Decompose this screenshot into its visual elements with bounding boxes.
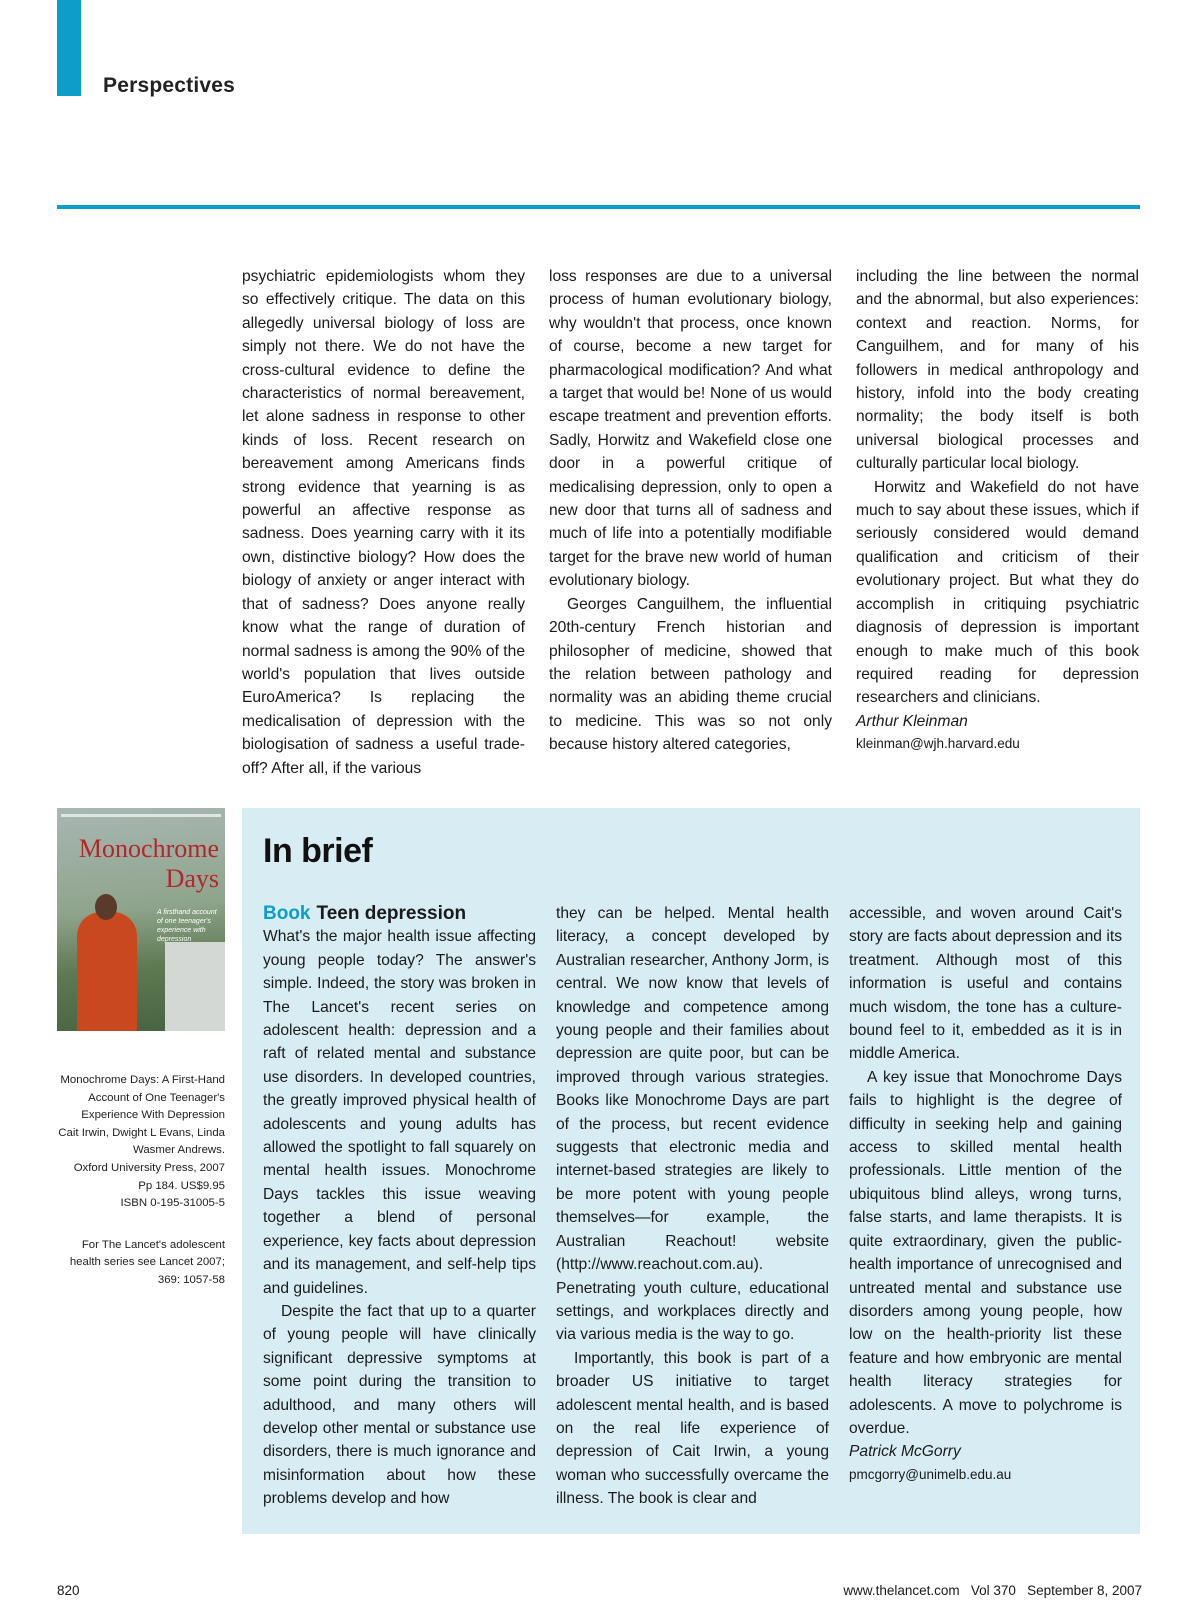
paragraph: loss responses are due to a universal process of human evolutionary biology, why wouldn't that process, once known of course, become a new target for pharmacological modification? And what a target that would be! None of us would escape treatment and prevention efforts. Sadly, Horwitz and Wakefield close one door in a powerful critique of medicalising depression, only to open a new door that turns all of sadness and much of life into a potentially modifiable target for the brave new world of human evolutionary biology. — [549, 268, 832, 590]
brief-author: Patrick McGorry — [849, 1443, 961, 1461]
paragraph: Georges Canguilhem, the influential 20th-century French historian and philosopher of medicine, showed that the relation between pathology and normality was an abiding theme crucial to medicine. This was so not only because history altered categories, — [549, 595, 832, 754]
article-author: Arthur Kleinman — [856, 712, 968, 730]
caption-line: Cait Irwin, Dwight L Evans, Linda Wasmer Andrews. — [58, 1126, 225, 1157]
in-brief-title: In brief — [263, 832, 373, 870]
cover-figure-head — [95, 894, 117, 920]
article-author-email[interactable]: kleinman@wjh.harvard.edu — [856, 736, 1020, 752]
journal-footer: www.thelancet.com Vol 370 September 8, 2007 — [843, 1583, 1142, 1598]
brief-column-1 — [263, 902, 536, 1511]
caption-line: ISBN 0-195-31005-5 — [120, 1197, 225, 1210]
caption-line: Pp 184. US$9.95 — [138, 1179, 225, 1192]
article-column-1 — [242, 265, 525, 780]
brief-column-3 — [849, 902, 1122, 1486]
cover-house-shape — [165, 942, 225, 1031]
paragraph: Despite the fact that up to a quarter of young people will have clinically significant depressive symptoms at some point during the transition to adulthood, and many others will develop other mental or substance use disorders, there is much ignorance and misinformation about how these problems develop and how — [263, 1302, 536, 1508]
paragraph: psychiatric epidemiologists whom they so effectively critique. The data on this allegedly universal biology of loss are simply not there. We do not have the cross-cultural evidence to define the characteristics of normal bereavement, let alone sadness in response to other kinds of loss. Recent research on bereavement among Americans finds strong evidence that yearning is as powerful an affective response as sadness. Does yearning carry with it its own, distinctive biology? How does the biology of anxiety or anger interact with that of sadness? Does anyone really know what the range of duration of normal sadness is among the 90% of the world's population that lives outside EuroAmerica? Is replacing the medicalisation of depression with the biologisation of sadness a useful trade-off? After all, if the various — [242, 268, 525, 777]
cover-figure-shape — [77, 912, 137, 1031]
book-cover-image — [57, 808, 225, 1031]
article-column-2 — [549, 265, 832, 757]
cover-title: Monochrome Days — [78, 834, 219, 893]
brief-heading — [263, 902, 536, 925]
section-label: Perspectives — [103, 74, 235, 97]
caption-line: Monochrome Days: A First-Hand Account of One Teenager's Experience With Depression — [60, 1074, 225, 1122]
paragraph: Importantly, this book is part of a broader US initiative to target adolescent mental health, and is based on the real life experience of depression of Cait Irwin, a young woman who successfully overcame the illness. The book is clear and — [556, 1349, 829, 1508]
brief-author-email[interactable]: pmcgorry@unimelb.edu.au — [849, 1466, 1012, 1482]
paragraph: including the line between the normal and the abnormal, but also experiences: context and reaction. Norms, for Canguilhem, and for many of his followers in medical anthropology and history, infold into the body creating normality; the body itself is both universal biological processes and culturally particular local biology. — [856, 268, 1139, 473]
paragraph: Horwitz and Wakefield do not have much to say about these issues, which if seriously considered would demand qualification and criticism of their evolutionary project. But what they do accomplish in critiquing psychiatric diagnosis of depression is important enough to make much of this book required reading for depression researchers and clinicians. — [856, 478, 1139, 707]
caption-series-note: For The Lancet's adolescent health series see Lancet 2007; 369: 1057-58 — [69, 1238, 225, 1286]
paragraph: they can be helped. Mental health literacy, a concept developed by Australian researcher, Anthony Jorm, is central. We now know that levels of knowledge and competence among young people and their families about depression are quite poor, but can be improved through various strategies. Books like Monochrome Days are part of the process, but recent evidence suggests that electronic media and internet-based strategies are likely to be more potent with young people themselves—for example, the Australian Reachout! website (http://www.reachout.com.au). Penetrating youth culture, educational settings, and workplaces directly and via various media is the way to go. — [556, 905, 829, 1344]
paragraph: A key issue that Monochrome Days fails to highlight is the degree of difficulty in seeking help and gaining access to skilled mental health professionals. Little mention of the ubiquitous blind alleys, wrong turns, false starts, and lame therapists. It is quite extraordinary, given the public-health importance of unrecognised and untreated mental and substance use disorders among young people, how low on the health-priority list these feature and how embryonic are mental health literacy strategies for adolescents. A move to polychrome is overdue. — [849, 1068, 1122, 1437]
section-color-bar — [57, 0, 81, 96]
page-number: 820 — [57, 1583, 80, 1598]
caption-line: Oxford University Press, 2007 — [73, 1161, 225, 1174]
brief-column-2 — [556, 902, 829, 1511]
paragraph: What's the major health issue affecting young people today? The answer's simple. Indeed, the story was broken in The Lancet's recent series on adolescent health: depression and a raft of related mental and substance use disorders. In developed countries, the greatly improved physical health of adolescents and young adults has allowed the spotlight to fall squarely on mental health issues. Monochrome Days tackles this issue weaving together a blend of personal experience, key facts about depression and its management, and self-help tips and guidelines. — [263, 928, 536, 1297]
header-rule — [57, 205, 1140, 209]
book-caption — [57, 1072, 225, 1290]
cover-top-line — [61, 814, 221, 817]
paragraph: accessible, and woven around Cait's story are facts about depression and its treatment. Although most of this information is useful and contains much wisdom, the tone has a culture-bound feel to it, embedded as it is in middle America. — [849, 905, 1122, 1063]
brief-kind-label: Book — [263, 903, 311, 924]
cover-blurb: A firsthand account of one teenager's experience with depression — [157, 909, 217, 943]
article-column-3 — [856, 265, 1139, 755]
brief-heading-text: Teen depression — [316, 903, 467, 924]
